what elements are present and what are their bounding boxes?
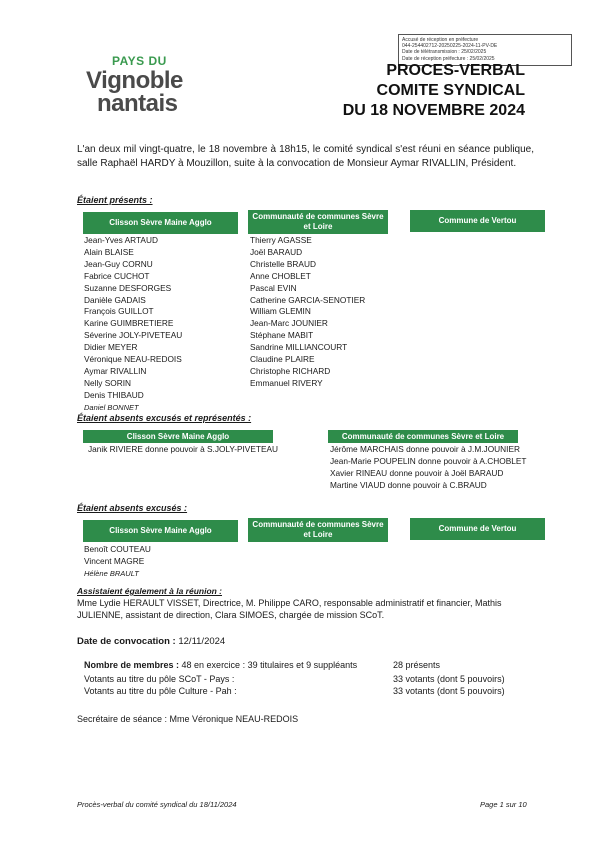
members-value: 48 en exercice : 39 titulaires et 9 suppléants bbox=[179, 660, 358, 670]
assistants-text: Mme Lydie HERAULT VISSET, Directrice, M. Philippe CARO, responsable administratif et financier, Mathis JULIENNE, assistant de direction, Clara SIMOES, chargée de mission SCoT. bbox=[77, 598, 502, 620]
member-name: Stéphane MABIT bbox=[250, 330, 314, 341]
assistants-heading: Assistaient également à la réunion : bbox=[77, 586, 223, 596]
intro-paragraph: L'an deux mil vingt-quatre, le 18 novembre à 18h15, le comité syndical s'est réuni en séance publique, salle Raphaël HARDY à Mouzillon, suite à la convocation de Monsieur Aymar RIVALLIN, Président. bbox=[77, 144, 534, 169]
member-name: William GLEMIN bbox=[250, 306, 311, 317]
member-name: Joël BARAUD bbox=[250, 246, 303, 257]
excused-heading: Étaient absents excusés : bbox=[77, 503, 188, 513]
excused-col1-list bbox=[84, 544, 151, 580]
excused-col2-title: Communauté de communes Sèvre et Loire bbox=[248, 518, 388, 542]
member-name: Catherine GARCIA-SENOTIER bbox=[250, 294, 366, 305]
member-name: Didier MEYER bbox=[84, 342, 138, 353]
member-name: François GUILLOT bbox=[84, 306, 154, 317]
title-line-1: PROCES-VERBAL bbox=[386, 62, 525, 79]
logo-line-1: PAYS DU bbox=[112, 54, 167, 68]
member-name: Sandrine MILLIANCOURT bbox=[250, 342, 348, 353]
stamp-line: Date de télétransmission : 25/02/2025 bbox=[402, 49, 487, 56]
member-name: Jean-Guy CORNU bbox=[84, 258, 153, 269]
member-name: Christophe RICHARD bbox=[250, 365, 331, 376]
member-name: Véronique NEAU-REDOIS bbox=[84, 354, 182, 365]
member-name: Alain BLAISE bbox=[84, 246, 134, 257]
members-present: 28 présents bbox=[393, 660, 441, 670]
member-name: Jean-Yves ARTAUD bbox=[84, 235, 158, 245]
member-name: Danièle GADAIS bbox=[84, 294, 146, 305]
stamp-line: Date de réception préfecture : 25/02/2025 bbox=[402, 55, 495, 62]
proxy-entry: Jean-Marie POUPELIN donne pouvoir à A.CHOBLET bbox=[330, 455, 527, 466]
member-name: Thierry AGASSE bbox=[250, 235, 312, 245]
represented-col1-list bbox=[88, 444, 278, 456]
proxy-entry: Janik RIVIERE donne pouvoir à S.JOLY-PIVETEAU bbox=[88, 444, 278, 454]
member-name: Karine GUIMBRETIERE bbox=[84, 318, 174, 329]
represented-heading: Étaient absents excusés et représentés : bbox=[77, 413, 252, 423]
votes-culture-value: 33 votants (dont 5 pouvoirs) bbox=[393, 686, 505, 696]
stamp-line: 044-254402712-20250225-2024-11-PV-DE bbox=[402, 43, 498, 50]
convocation-value: 12/11/2024 bbox=[175, 636, 226, 647]
member-name: Anne CHOBLET bbox=[250, 270, 311, 281]
title-line-2: COMITE SYNDICAL bbox=[376, 82, 525, 99]
present-heading: Étaient présents : bbox=[77, 195, 153, 205]
members-line bbox=[84, 660, 357, 670]
votes-scot-value: 33 votants (dont 5 pouvoirs) bbox=[393, 674, 505, 684]
votes-scot-label: Votants au titre du pôle SCoT - Pays : bbox=[84, 674, 235, 684]
member-name: Daniel BONNET bbox=[84, 402, 139, 412]
stamp-line: Accusé de réception en préfecture bbox=[402, 37, 479, 43]
member-name: Claudine PLAIRE bbox=[250, 354, 315, 365]
votes-culture-label: Votants au titre du pôle Culture - Pah : bbox=[84, 686, 237, 696]
member-name: Séverine JOLY-PIVETEAU bbox=[84, 330, 183, 341]
convocation-line bbox=[77, 636, 225, 647]
member-name: Vincent MAGRE bbox=[84, 555, 145, 566]
member-name: Benoît COUTEAU bbox=[84, 544, 151, 554]
secretary-line: Secrétaire de séance : Mme Véronique NEAU-REDOIS bbox=[77, 714, 299, 724]
member-name: Hélène BRAULT bbox=[84, 568, 139, 578]
represented-col2-list bbox=[330, 444, 526, 492]
proxy-entry: Xavier RINEAU donne pouvoir à Joël BARAUD bbox=[330, 467, 504, 478]
present-col1-list bbox=[84, 235, 182, 414]
convocation-label: Date de convocation : bbox=[77, 636, 176, 647]
members-label: Nombre de membres : bbox=[84, 660, 180, 670]
present-col1-title: Clisson Sèvre Maine Agglo bbox=[83, 212, 238, 234]
member-name: Christelle BRAUD bbox=[250, 258, 316, 269]
present-col2-list bbox=[250, 235, 365, 390]
logo-line-3: nantais bbox=[97, 90, 178, 117]
present-col3-title: Commune de Vertou bbox=[410, 210, 545, 232]
member-name: Aymar RIVALLIN bbox=[84, 365, 147, 376]
member-name: Fabrice CUCHOT bbox=[84, 270, 150, 281]
represented-col2-title: Communauté de communes Sèvre et Loire bbox=[328, 430, 518, 443]
member-name: Suzanne DESFORGES bbox=[84, 282, 172, 293]
proxy-entry: Martine VIAUD donne pouvoir à C.BRAUD bbox=[330, 479, 487, 490]
present-col2-title: Communauté de communes Sèvre et Loire bbox=[248, 210, 388, 234]
member-name: Nelly SORIN bbox=[84, 377, 132, 388]
member-name: Emmanuel RIVERY bbox=[250, 377, 323, 388]
represented-col1-title: Clisson Sèvre Maine Agglo bbox=[83, 430, 273, 443]
excused-col3-title: Commune de Vertou bbox=[410, 518, 545, 540]
title-line-3: DU 18 NOVEMBRE 2024 bbox=[342, 102, 525, 119]
member-name: Jean-Marc JOUNIER bbox=[250, 318, 328, 329]
proxy-entry: Jérôme MARCHAIS donne pouvoir à J.M.JOUNIER bbox=[330, 444, 520, 454]
logo-line-2: Vignoble bbox=[86, 67, 183, 94]
footer-left: Procès-verbal du comité syndical du 18/11/2024 bbox=[77, 800, 237, 809]
footer-page-number: Page 1 sur 10 bbox=[480, 800, 527, 809]
member-name: Pascal EVIN bbox=[250, 282, 297, 293]
excused-col1-title: Clisson Sèvre Maine Agglo bbox=[83, 520, 238, 542]
member-name: Denis THIBAUD bbox=[84, 389, 144, 400]
